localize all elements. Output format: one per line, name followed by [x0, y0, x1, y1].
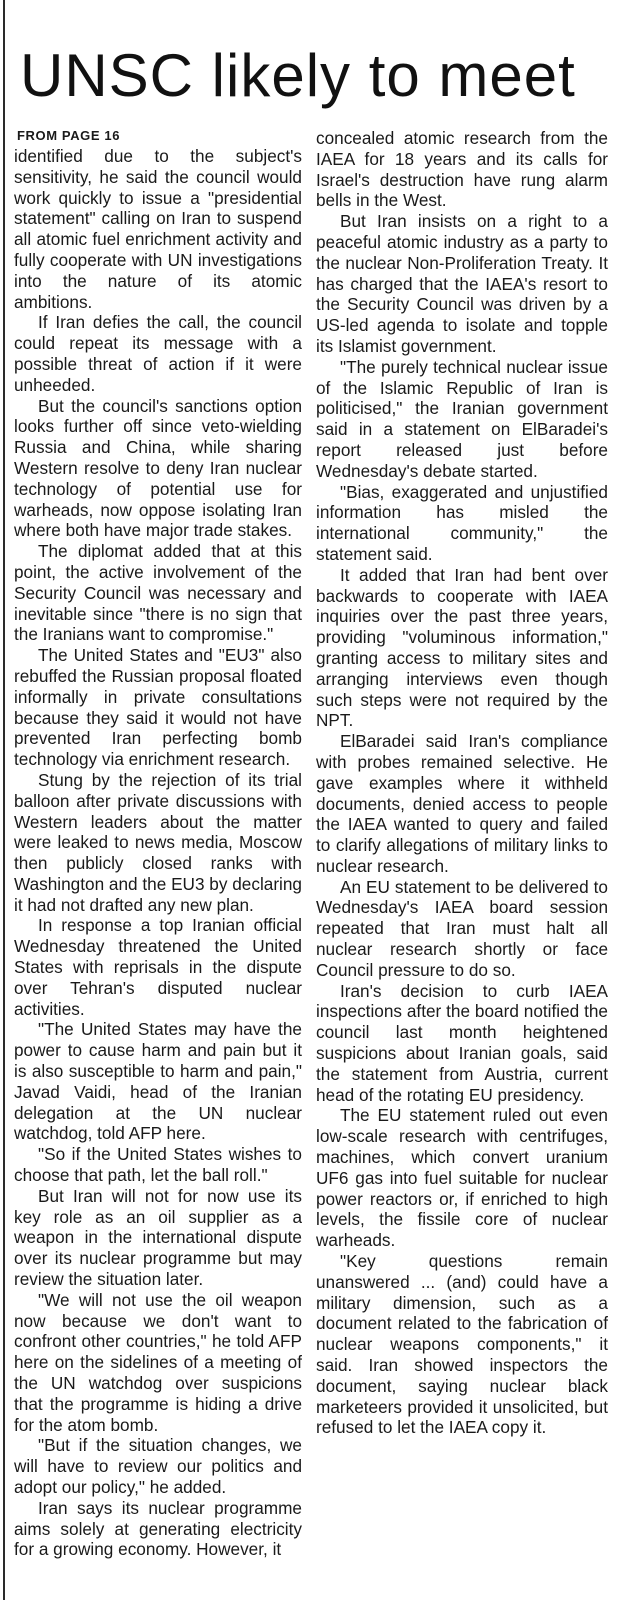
paragraph: The diplomat added that at this point, the active involvement of the Security Council was necessary and inevitable since "there is no sign that the Iranians want to compromise." [14, 541, 302, 645]
article-column-1 [14, 128, 302, 1598]
paragraph: "We will not use the oil weapon now because we don't want to confront other countries," he told AFP here on the sidelines of a meeting of the UN watchdog over suspicions that the programme is hiding a drive for the atom bomb. [14, 1289, 302, 1435]
paragraph: In response a top Iranian official Wednesday threatened the United States with reprisals in the dispute over Tehran's disputed nuclear activities. [14, 915, 302, 1019]
paragraph: "But if the situation changes, we will have to review our politics and adopt our policy," he added. [14, 1435, 302, 1497]
from-page-label: FROM PAGE 16 [17, 128, 121, 143]
headline: UNSC likely to meet [20, 42, 576, 109]
column-rule [3, 0, 5, 1600]
paragraph: Iran says its nuclear programme aims solely at generating electricity for a growing economy. However, it [14, 1497, 302, 1560]
paragraph: ElBaradei said Iran's compliance with probes remained selective. He gave examples where it withheld documents, denied access to people the IAEA wanted to query and failed to clarify allegations of military links to nuclear research. [316, 731, 608, 876]
paragraph: identified due to the subject's sensitivity, he said the council would work quickly to issue a "presidential statement" calling on Iran to suspend all atomic fuel enrichment activity and fully cooperate with UN investigations into the nature of its atomic ambitions. [14, 146, 302, 312]
paragraph: Stung by the rejection of its trial balloon after private discussions with Western leaders about the matter were leaked to news media, Moscow then publicly closed ranks with Washington and the EU3 by declaring it had not drafted any new plan. [14, 769, 302, 915]
paragraph: Iran's decision to curb IAEA inspections after the board notified the council last month heightened suspicions about Iranian goals, said the statement from Austria, current head of the rotating EU presidency. [316, 980, 608, 1105]
paragraph: If Iran defies the call, the council could repeat its message with a possible threat of action if it were unheeded. [14, 312, 302, 395]
article-column-2 [316, 128, 608, 1598]
paragraph: An EU statement to be delivered to Wednesday's IAEA board session repeated that Iran must halt all nuclear research shortly or face Council pressure to do so. [316, 876, 608, 980]
paragraph: "Key questions remain unanswered ... (and) could have a military dimension, such as a document related to the fabrication of nuclear weapons components," it said. Iran showed inspectors the document, saying nuclear black marketeers provided it unsolicited, but refused to let the IAEA copy it. [316, 1251, 608, 1438]
paragraph: "The purely technical nuclear issue of the Islamic Republic of Iran is politicised," the Iranian government said in a statement on ElBaradei's report released just before Wednesday's debate started. [316, 356, 608, 481]
paragraph: "The United States may have the power to cause harm and pain but it is also susceptible to harm and pain," Javad Vaidi, head of the Iranian delegation at the UN nuclear watchdog, told AFP here. [14, 1019, 302, 1144]
paragraph: It added that Iran had bent over backwards to cooperate with IAEA inquiries over the past three years, providing "voluminous information," granting access to military sites and arranging interviews even though such steps were not required by the NPT. [316, 564, 608, 731]
paragraph: But Iran will not for now use its key role as an oil supplier as a weapon in the international dispute over its nuclear programme but may review the situation later. [14, 1185, 302, 1290]
paragraph: "So if the United States wishes to choose that path, let the ball roll." [14, 1144, 302, 1186]
paragraph: The EU statement ruled out even low-scale research with centrifuges, machines, which convert uranium UF6 gas into fuel suitable for nuclear power reactors or, if enriched to high levels, the fissile core of nuclear warheads. [316, 1105, 608, 1251]
paragraph: concealed atomic research from the IAEA for 18 years and its calls for Israel's destruction have rung alarm bells in the West. [316, 128, 608, 211]
paragraph: The United States and "EU3" also rebuffed the Russian proposal floated informally in private consultations because they said it would not have prevented Iran perfecting bomb technology via enrichment research. [14, 645, 302, 770]
paragraph: "Bias, exaggerated and unjustified information has misled the international community," the statement said. [316, 481, 608, 564]
paragraph: But the council's sanctions option looks further off since veto-wielding Russia and China, while sharing Western resolve to deny Iran nuclear technology of potential use for warheads, now oppose isolating Iran where both have major trade stakes. [14, 395, 302, 541]
paragraph: But Iran insists on a right to a peaceful atomic industry as a party to the nuclear Non-Proliferation Treaty. It has charged that the IAEA's resort to the Security Council was driven by a US-led agenda to isolate and topple its Islamist government. [316, 211, 608, 356]
